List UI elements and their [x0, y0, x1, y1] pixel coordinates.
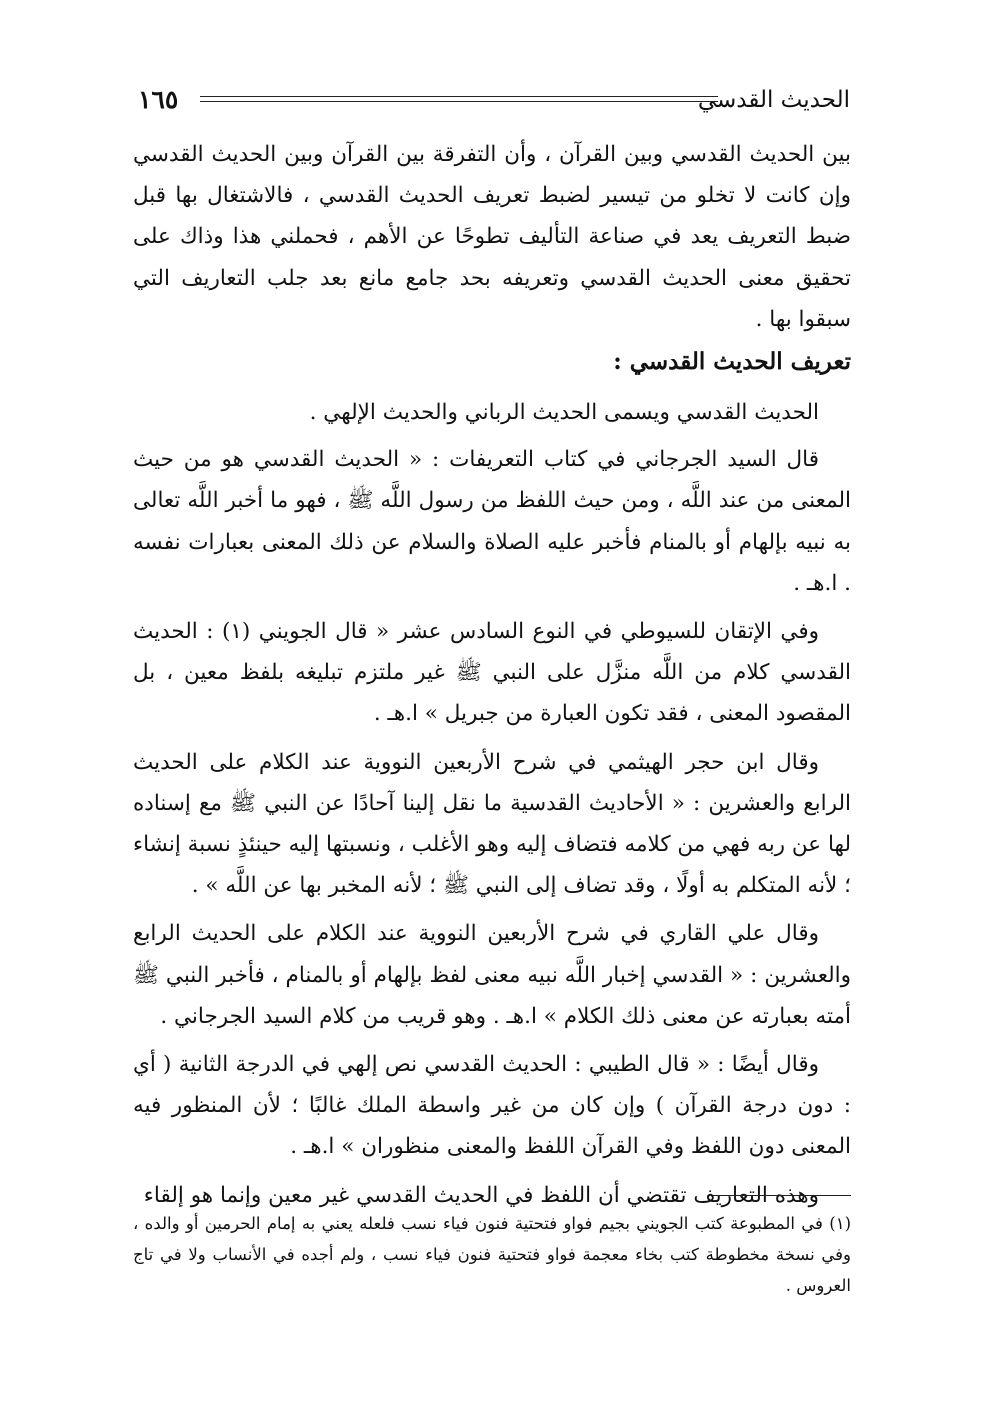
footnote: [133, 1208, 851, 1301]
running-title: الحديث القدسي: [697, 87, 850, 113]
paragraph-suyuti: وفي الإتقان للسيوطي في النوع السادس عشر « قال الجويني (١) : الحديث القدسي كلام من اللَّه منزَّل على النبي ﷺ غير ملتزم تبليغه بلفظ معين ، بل المقصود المعنى ، فقد تكون العبارة من جبريل » ا.هـ .: [133, 619, 851, 727]
footnote-separator: [713, 1195, 851, 1196]
page-number: ١٦٥: [138, 85, 179, 114]
paragraph-jurjani: قال السيد الجرجاني في كتاب التعريفات : « الحديث القدسي هو من حيث المعنى من عند اللَّه ، ومن حيث اللفظ من رسول اللَّه ﷺ ، فهو ما أخبر اللَّه تعالى به نبيه بإلهام أو بالمنام فأخبر عليه الصلاة والسلام عن ذلك المعنى بعبارات نفسه . ا.هـ .: [133, 447, 851, 596]
paragraph-conclusion: وهذه التعاريف تقتضي أن اللفظ في الحديث القدسي غير معين وإنما هو إلقاء: [143, 1182, 819, 1208]
intro-paragraph: بين الحديث القدسي وبين القرآن ، وأن التفرقة بين القرآن وبين الحديث القدسي وإن كانت لا تخلو من تيسير لضبط تعريف الحديث القدسي ، فالاشتغال بها قبل ضبط التعريف يعد في صناعة التأليف تطوحًا عن الأهم ، فحملني هذا وذاك على تحقيق معنى الحديث القدسي وتعريفه بحد جامع مانع بعد جلب التعاريف التي سبقوا بها .: [133, 142, 851, 332]
page-header: [138, 82, 850, 122]
section-heading: تعريف الحديث القدسي :: [613, 348, 851, 376]
definition-paragraph: الحديث القدسي ويسمى الحديث الرباني والحديث الإلهي .: [309, 400, 819, 426]
main-text: [133, 134, 851, 1216]
header-double-rule: [200, 96, 718, 104]
footnote-text: (١) في المطبوعة كتب الجويني بجيم فواو فتحتية فنون فياء نسب فلعله يعني به إمام الحرمين أو والده ، وفي نسخة مخطوطة كتب بخاء معجمة فواو فتحتية فنون فياء نسب ، ولم أجده في الأنساب ولا في تاج العروس .: [133, 1214, 851, 1295]
paragraph-tibi: وقال أيضًا : « قال الطيبي : الحديث القدسي نص إلهي في الدرجة الثانية ( أي : دون درجة القرآن ) وإن كان من غير واسطة الملك غالبًا ؛ لأن المنظور فيه المعنى دون اللفظ وفي القرآن اللفظ والمعنى منظوران » ا.هـ .: [133, 1052, 851, 1160]
paragraph-haytami: وقال ابن حجر الهيثمي في شرح الأربعين النووية عند الكلام على الحديث الرابع والعشرين : « الأحاديث القدسية ما نقل إلينا آحادًا عن النبي ﷺ مع إسناده لها عن ربه فهي من كلامه فتضاف إليه وهو الأغلب ، ونسبتها إليه حينئذٍ نسبة إنشاء ؛ لأنه المتكلم به أولًا ، وقد تضاف إلى النبي ﷺ ؛ لأنه المخبر بها عن اللَّه » .: [133, 749, 851, 899]
paragraph-qari: وقال علي القاري في شرح الأربعين النووية عند الكلام على الحديث الرابع والعشرين : « القدسي إخبار اللَّه نبيه معنى لفظ بإلهام أو بالمنام ، فأخبر النبي ﷺ أمته بعبارته عن معنى ذلك الكلام » ا.هـ . وهو قريب من كلام السيد الجرجاني .: [133, 921, 851, 1029]
